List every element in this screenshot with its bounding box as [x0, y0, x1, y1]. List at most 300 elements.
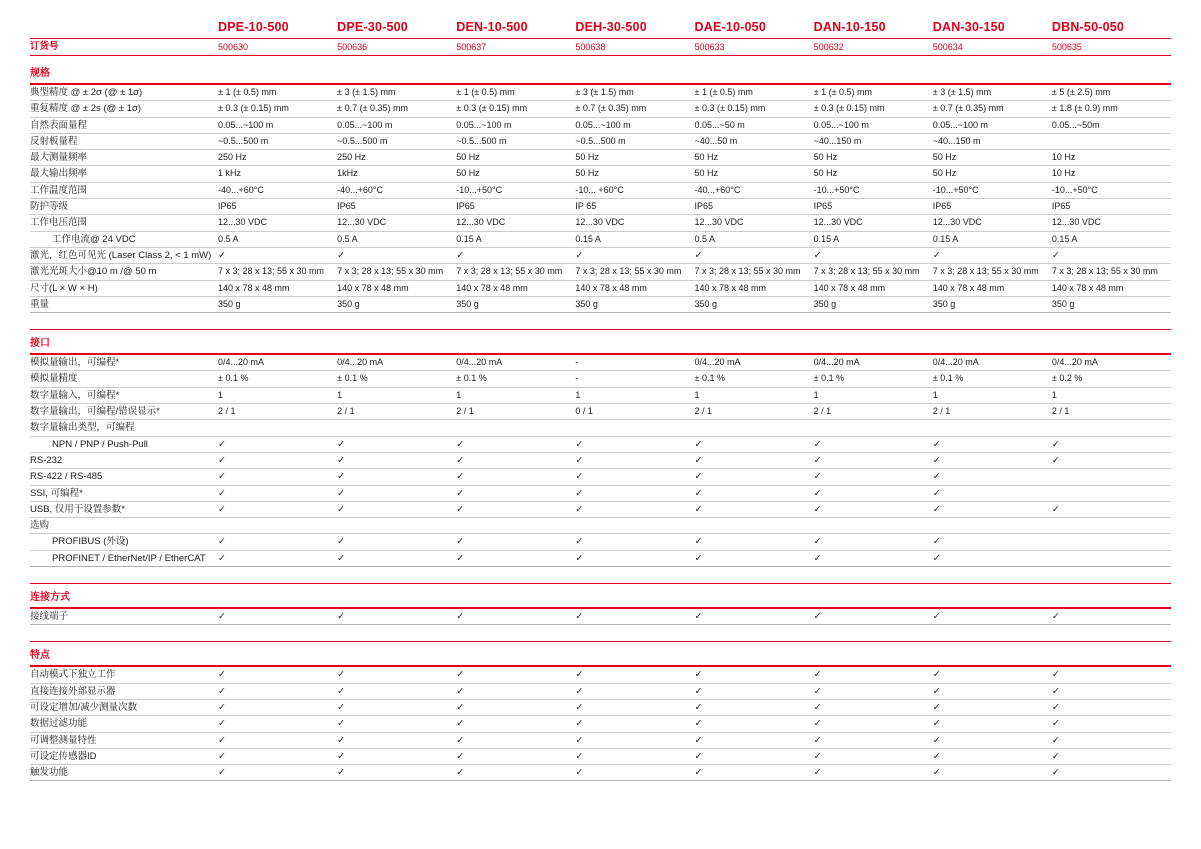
check-mark: ✓	[337, 669, 346, 681]
spec-cell: -40...+60°C	[694, 184, 741, 195]
spec-cell: 1	[1051, 389, 1057, 400]
spec-cell: 12...30 VDC	[694, 217, 744, 228]
spec-cell: 350 g	[1051, 298, 1075, 309]
row-label: 可设定传感器ID	[30, 750, 97, 762]
spec-cell: -40...+60°C	[337, 184, 383, 195]
section-title: 规格	[30, 68, 50, 79]
check-mark: ✓	[337, 552, 346, 564]
check-mark: ✓	[218, 611, 226, 623]
check-mark: ✓	[218, 503, 226, 515]
check-mark: ✓	[456, 611, 465, 623]
check-mark: ✓	[456, 669, 465, 681]
row-label: 直接连接外部显示器	[30, 685, 116, 697]
spec-cell: 0.5 A	[218, 233, 239, 244]
check-mark: ✓	[456, 701, 465, 713]
row-label: 数字量输出类型，可编程	[30, 422, 135, 434]
check-mark: ✓	[218, 669, 226, 681]
row-label: 工作电流@ 24 VDC	[52, 233, 136, 245]
row-label: 反射板量程	[30, 135, 78, 147]
spec-cell: 7 x 3; 28 x 13; 55 x 30 mm	[932, 266, 1039, 277]
check-mark: ✓	[456, 249, 465, 261]
spec-cell: 50 Hz	[575, 152, 599, 163]
check-mark: ✓	[1051, 750, 1060, 762]
check-mark: ✓	[575, 471, 584, 483]
spec-cell: ± 0.7 (± 0.35) mm	[575, 103, 647, 114]
spec-cell: ± 0.7 (± 0.35) mm	[337, 103, 409, 114]
spec-cell: ~40...150 m	[813, 135, 862, 146]
spec-cell: 140 x 78 x 48 mm	[694, 282, 767, 293]
section-header	[30, 329, 1171, 355]
table-row	[30, 101, 1171, 117]
check-mark: ✓	[813, 536, 822, 548]
check-mark: ✓	[813, 701, 822, 713]
check-mark: ✓	[813, 487, 822, 499]
spec-cell: 0/4...20 mA	[337, 357, 384, 368]
spec-cell: 50 Hz	[456, 168, 480, 179]
check-mark: ✓	[694, 536, 703, 548]
row-label: 接线端子	[30, 611, 69, 623]
table-row	[30, 486, 1171, 502]
check-mark: ✓	[1051, 734, 1060, 746]
spec-cell: IP65	[337, 201, 356, 212]
model-name: DAN-30-150	[932, 20, 1005, 34]
spec-cell: ± 0.1 %	[813, 373, 845, 384]
spec-cell: ~0.5...500 m	[456, 135, 507, 146]
check-mark: ✓	[932, 734, 941, 746]
spec-cell: 350 g	[456, 298, 479, 309]
spec-cell: ± 0.3 (± 0.15) mm	[456, 103, 528, 114]
check-mark: ✓	[932, 487, 941, 499]
check-mark: ✓	[337, 503, 346, 515]
spec-cell: 50 Hz	[813, 168, 838, 179]
row-label: 模拟量精度	[30, 373, 78, 385]
order-number: 500637	[456, 42, 487, 52]
check-mark: ✓	[813, 685, 822, 697]
check-mark: ✓	[218, 552, 226, 564]
spec-cell: 7 x 3; 28 x 13; 55 x 30 mm	[1051, 266, 1158, 277]
spec-cell: ± 0.1 %	[694, 373, 725, 384]
check-mark: ✓	[1051, 718, 1060, 730]
spec-cell: 50 Hz	[932, 152, 957, 163]
spec-cell: 140 x 78 x 48 mm	[218, 282, 290, 293]
row-label: PROFINET / EtherNet/IP / EtherCAT	[52, 552, 206, 564]
check-mark: ✓	[337, 438, 346, 450]
check-mark: ✓	[218, 701, 226, 713]
spec-cell: ± 1 (± 0.5) mm	[694, 87, 753, 97]
table-row	[30, 118, 1171, 134]
spec-cell: IP65	[218, 201, 237, 212]
row-label: 可设定增加/减少测量次数	[30, 701, 138, 713]
row-label: 可调整测量特性	[30, 734, 97, 746]
spec-cell: 50 Hz	[694, 152, 719, 163]
check-mark: ✓	[932, 767, 941, 779]
spec-cell: 7 x 3; 28 x 13; 55 x 30 mm	[813, 266, 920, 277]
table-row	[30, 248, 1171, 264]
spec-cell: 50 Hz	[813, 152, 838, 163]
check-mark: ✓	[456, 438, 465, 450]
check-mark: ✓	[337, 487, 346, 499]
row-label: 数字量输入，可编程*	[30, 389, 120, 401]
check-mark: ✓	[694, 750, 703, 762]
spec-cell: 50 Hz	[932, 168, 957, 179]
row-label: 尺寸(L × W × H)	[30, 282, 98, 294]
table-row	[30, 404, 1171, 420]
check-mark: ✓	[813, 734, 822, 746]
table-row	[30, 371, 1171, 387]
check-mark: ✓	[218, 685, 226, 697]
check-mark: ✓	[932, 249, 941, 261]
spec-cell: ~0.5...500 m	[337, 135, 388, 146]
table-row	[30, 199, 1171, 215]
table-row	[30, 134, 1171, 150]
check-mark: ✓	[456, 471, 465, 483]
spec-cell: 350 g	[575, 298, 598, 309]
check-mark: ✓	[932, 503, 941, 515]
spec-cell: IP65	[813, 201, 833, 212]
spec-cell: 0/4...20 mA	[813, 357, 860, 368]
spec-cell: 0.15 A	[1051, 233, 1078, 244]
table-row	[30, 733, 1171, 749]
spec-cell: 7 x 3; 28 x 13; 55 x 30 mm	[218, 266, 325, 277]
row-label: 模拟量输出，可编程*	[30, 357, 120, 369]
check-mark: ✓	[575, 438, 584, 450]
spec-cell: 1	[337, 389, 343, 400]
order-number: 500632	[813, 42, 844, 52]
spec-cell: 140 x 78 x 48 mm	[456, 282, 528, 293]
model-name: DAE-10-050	[694, 20, 766, 34]
spec-cell: IP65	[1051, 201, 1071, 212]
spec-cell: 12...30 VDC	[218, 217, 268, 228]
spec-cell: 50 Hz	[456, 152, 480, 163]
check-mark: ✓	[1051, 611, 1060, 623]
spec-cell: 0.05...~100 m	[456, 119, 512, 130]
check-mark: ✓	[694, 718, 703, 730]
check-mark: ✓	[575, 734, 584, 746]
spec-cell: ± 0.3 (± 0.15) mm	[694, 103, 766, 114]
check-mark: ✓	[218, 471, 226, 483]
spec-cell: 0/4...20 mA	[218, 357, 265, 368]
table-row	[30, 150, 1171, 166]
check-mark: ✓	[456, 685, 465, 697]
check-mark: ✓	[813, 669, 822, 681]
check-mark: ✓	[218, 438, 226, 450]
model-header-row	[30, 18, 1171, 36]
spec-cell: 0.5 A	[694, 233, 716, 244]
spec-cell: 0.05...~100 m	[337, 119, 393, 130]
spec-cell: ± 3 (± 1.5) mm	[575, 87, 634, 97]
row-label: 工作电压范围	[30, 217, 88, 229]
check-mark: ✓	[337, 536, 346, 548]
check-mark: ✓	[932, 718, 941, 730]
row-label: 自动模式下独立工作	[30, 669, 116, 681]
check-mark: ✓	[813, 249, 822, 261]
spec-cell: 12...30 VDC	[932, 217, 982, 228]
spec-cell: 0/4...20 mA	[456, 357, 503, 368]
check-mark: ✓	[575, 718, 584, 730]
check-mark: ✓	[932, 536, 941, 548]
spec-cell: 0/4...20 mA	[694, 357, 741, 368]
check-mark: ✓	[456, 552, 465, 564]
spec-cell: 7 x 3; 28 x 13; 55 x 30 mm	[694, 266, 801, 277]
check-mark: ✓	[456, 718, 465, 730]
spec-cell: 140 x 78 x 48 mm	[813, 282, 886, 293]
spec-cell: 1	[813, 389, 819, 400]
spec-cell: 2 / 1	[813, 406, 832, 417]
check-mark: ✓	[813, 718, 822, 730]
row-label: 数字量输出，可编程/错误显示*	[30, 406, 160, 418]
check-mark: ✓	[218, 734, 226, 746]
spec-cell: 350 g	[694, 298, 718, 309]
table-row	[30, 502, 1171, 518]
check-mark: ✓	[575, 536, 584, 548]
spec-cell: ± 0.3 (± 0.15) mm	[218, 103, 289, 114]
spec-cell: 350 g	[218, 298, 241, 309]
check-mark: ✓	[694, 503, 703, 515]
spec-cell: ± 0.1 %	[218, 373, 249, 384]
spec-cell: 140 x 78 x 48 mm	[337, 282, 409, 293]
spec-cell: 50 Hz	[575, 168, 599, 179]
check-mark: ✓	[337, 471, 346, 483]
check-mark: ✓	[932, 454, 941, 466]
spec-cell: 2 / 1	[1051, 406, 1070, 417]
section-header	[30, 61, 1171, 85]
spec-cell: ± 0.2 %	[1051, 373, 1083, 384]
row-label: 选购	[30, 520, 50, 532]
spec-cell: 250 Hz	[337, 152, 366, 163]
check-mark: ✓	[337, 611, 346, 623]
check-mark: ✓	[932, 611, 941, 623]
check-mark: ✓	[694, 438, 703, 450]
check-mark: ✓	[1051, 503, 1060, 515]
check-mark: ✓	[456, 487, 465, 499]
check-mark: ✓	[218, 750, 226, 762]
model-name: DBN-50-050	[1051, 20, 1125, 34]
check-mark: ✓	[694, 734, 703, 746]
spec-cell: ± 0.3 (± 0.15) mm	[813, 103, 885, 114]
check-mark: ✓	[694, 471, 703, 483]
order-number: 500635	[1051, 42, 1082, 52]
check-mark: ✓	[456, 767, 465, 779]
spec-cell: 0.05...~100 m	[932, 119, 989, 130]
spec-cell: -10...+50°C	[813, 184, 860, 195]
row-label: 激光光斑大小@10 m /@ 50 m	[30, 266, 157, 278]
spec-cell: 12...30 VDC	[813, 217, 863, 228]
spec-cell: 0.05...~50m	[1051, 119, 1100, 130]
row-label: 典型精度 @ ± 2σ (@ ± 1σ)	[30, 87, 143, 98]
spec-cell: -10...+50°C	[1051, 184, 1098, 195]
check-mark: ✓	[1051, 767, 1060, 779]
check-mark: ✓	[337, 718, 346, 730]
check-mark: ✓	[694, 685, 703, 697]
check-mark: ✓	[1051, 701, 1060, 713]
check-mark: ✓	[218, 536, 226, 548]
spec-cell: 0/4...20 mA	[932, 357, 979, 368]
spec-cell: ± 0.1 %	[337, 373, 368, 384]
check-mark: ✓	[575, 669, 584, 681]
spec-cell: 0.15 A	[575, 233, 601, 244]
row-label: RS-232	[30, 454, 63, 466]
spec-cell: ~0.5...500 m	[575, 135, 626, 146]
check-mark: ✓	[456, 503, 465, 515]
spec-cell: 250 Hz	[218, 152, 247, 163]
spec-cell: 7 x 3; 28 x 13; 55 x 30 mm	[456, 266, 563, 277]
check-mark: ✓	[932, 685, 941, 697]
model-name: DPE-30-500	[337, 20, 408, 34]
table-row	[30, 684, 1171, 700]
check-mark: ✓	[337, 767, 346, 779]
row-label: 工作温度范围	[30, 184, 88, 196]
table-row	[30, 749, 1171, 765]
check-mark: ✓	[1051, 249, 1060, 261]
check-mark: ✓	[932, 438, 941, 450]
spec-cell: -40...+60°C	[218, 184, 264, 195]
check-mark: ✓	[694, 701, 703, 713]
table-row	[30, 518, 1171, 534]
spec-cell: 1	[575, 389, 581, 400]
check-mark: ✓	[1051, 454, 1060, 466]
table-row	[30, 667, 1171, 683]
check-mark: ✓	[337, 701, 346, 713]
check-mark: ✓	[813, 767, 822, 779]
spec-cell: -10...+50°C	[932, 184, 979, 195]
check-mark: ✓	[575, 701, 584, 713]
table-row	[30, 388, 1171, 404]
check-mark: ✓	[575, 611, 584, 623]
spec-cell: 12...30 VDC	[456, 217, 506, 228]
check-mark: ✓	[1051, 438, 1060, 450]
section-title: 接口	[30, 338, 50, 350]
check-mark: ✓	[456, 734, 465, 746]
table-row	[30, 551, 1171, 567]
check-mark: ✓	[337, 750, 346, 762]
check-mark: ✓	[694, 767, 703, 779]
check-mark: ✓	[218, 487, 226, 499]
check-mark: ✓	[932, 471, 941, 483]
spec-cell: ± 0.7 (± 0.35) mm	[932, 103, 1004, 114]
check-mark: ✓	[337, 734, 346, 746]
check-mark: ✓	[218, 767, 226, 779]
spec-cell: 350 g	[337, 298, 360, 309]
spec-cell: 2 / 1	[337, 406, 355, 417]
table-row	[30, 232, 1171, 248]
check-mark: ✓	[218, 249, 226, 261]
model-name: DAN-10-150	[813, 20, 886, 34]
spec-cell: 12...30 VDC	[1051, 217, 1101, 228]
spec-cell: -10...+50°C	[456, 184, 503, 195]
row-label: 重量	[30, 298, 50, 310]
row-label: 最大测量频率	[30, 152, 88, 164]
check-mark: ✓	[694, 611, 703, 623]
check-mark: ✓	[694, 487, 703, 499]
spec-cell: 0.15 A	[456, 233, 482, 244]
order-number: 500634	[932, 42, 963, 52]
section-title: 特点	[30, 650, 50, 662]
model-name: DEN-10-500	[456, 20, 528, 34]
spec-cell: 1	[932, 389, 938, 400]
table-row	[30, 437, 1171, 453]
row-label: 激光，红色可见光 (Laser Class 2, < 1 mW)	[30, 249, 212, 261]
check-mark: ✓	[575, 249, 584, 261]
table-row	[30, 469, 1171, 485]
spec-cell: 2 / 1	[218, 406, 236, 417]
spec-cell: 7 x 3; 28 x 13; 55 x 30 mm	[575, 266, 682, 277]
spec-cell: 1	[694, 389, 700, 400]
spec-cell: ± 1.8 (± 0.9) mm	[1051, 103, 1118, 114]
spec-cell: ± 3 (± 1.5) mm	[337, 87, 396, 97]
spec-cell: 140 x 78 x 48 mm	[575, 282, 647, 293]
table-row	[30, 453, 1171, 469]
spec-cell: ± 1 (± 0.5) mm	[813, 87, 873, 97]
spec-cell: IP65	[932, 201, 952, 212]
check-mark: ✓	[813, 471, 822, 483]
check-mark: ✓	[337, 249, 346, 261]
check-mark: ✓	[1051, 685, 1060, 697]
check-mark: ✓	[456, 454, 465, 466]
spec-cell: 0/4...20 mA	[1051, 357, 1098, 368]
row-label: USB, 仅用于设置参数*	[30, 503, 126, 515]
table-row	[30, 700, 1171, 716]
table-row	[30, 716, 1171, 732]
row-label: SSI, 可编程*	[30, 487, 83, 499]
check-mark: ✓	[337, 454, 346, 466]
spec-cell: ± 1 (± 0.5) mm	[218, 87, 277, 97]
check-mark: ✓	[813, 438, 822, 450]
spec-cell: 0.5 A	[337, 233, 358, 244]
check-mark: ✓	[813, 750, 822, 762]
check-mark: ✓	[694, 669, 703, 681]
check-mark: ✓	[575, 750, 584, 762]
table-row	[30, 297, 1171, 313]
spec-cell: ~0.5...500 m	[218, 135, 269, 146]
check-mark: ✓	[575, 685, 584, 697]
check-mark: ✓	[575, 503, 584, 515]
row-label: 触发功能	[30, 767, 69, 779]
table-row	[30, 765, 1171, 781]
spec-cell: 140 x 78 x 48 mm	[932, 282, 1005, 293]
spec-cell: ± 3 (± 1.5) mm	[932, 87, 992, 97]
spec-cell: 10 Hz	[1051, 152, 1076, 163]
table-row	[30, 534, 1171, 550]
row-label: 重复精度 @ ± 2s (@ ± 1σ)	[30, 103, 142, 115]
spec-cell: 2 / 1	[932, 406, 951, 417]
spec-cell: IP65	[456, 201, 475, 212]
spec-cell: IP65	[694, 201, 714, 212]
check-mark: ✓	[456, 750, 465, 762]
table-row	[30, 355, 1171, 371]
check-mark: ✓	[575, 552, 584, 564]
order-number: 500638	[575, 42, 606, 52]
spec-cell: ~40...50 m	[694, 135, 738, 146]
table-row	[30, 281, 1171, 297]
check-mark: ✓	[932, 701, 941, 713]
spec-cell: 1	[456, 389, 462, 400]
spec-cell: -10... +60°C	[575, 184, 624, 195]
check-mark: ✓	[813, 611, 822, 623]
spec-comparison-table	[30, 18, 1171, 781]
table-row	[30, 215, 1171, 231]
spec-cell: 0.15 A	[932, 233, 959, 244]
check-mark: ✓	[575, 454, 584, 466]
check-mark: ✓	[813, 503, 822, 515]
section-title: 连接方式	[30, 592, 70, 604]
check-mark: ✓	[337, 685, 346, 697]
spec-cell: 12...30 VDC	[337, 217, 387, 228]
spec-cell: 10 Hz	[1051, 168, 1076, 179]
check-mark: ✓	[694, 552, 703, 564]
model-name: DPE-10-500	[218, 20, 289, 34]
order-number: 500630	[218, 42, 249, 52]
table-row	[30, 420, 1171, 436]
